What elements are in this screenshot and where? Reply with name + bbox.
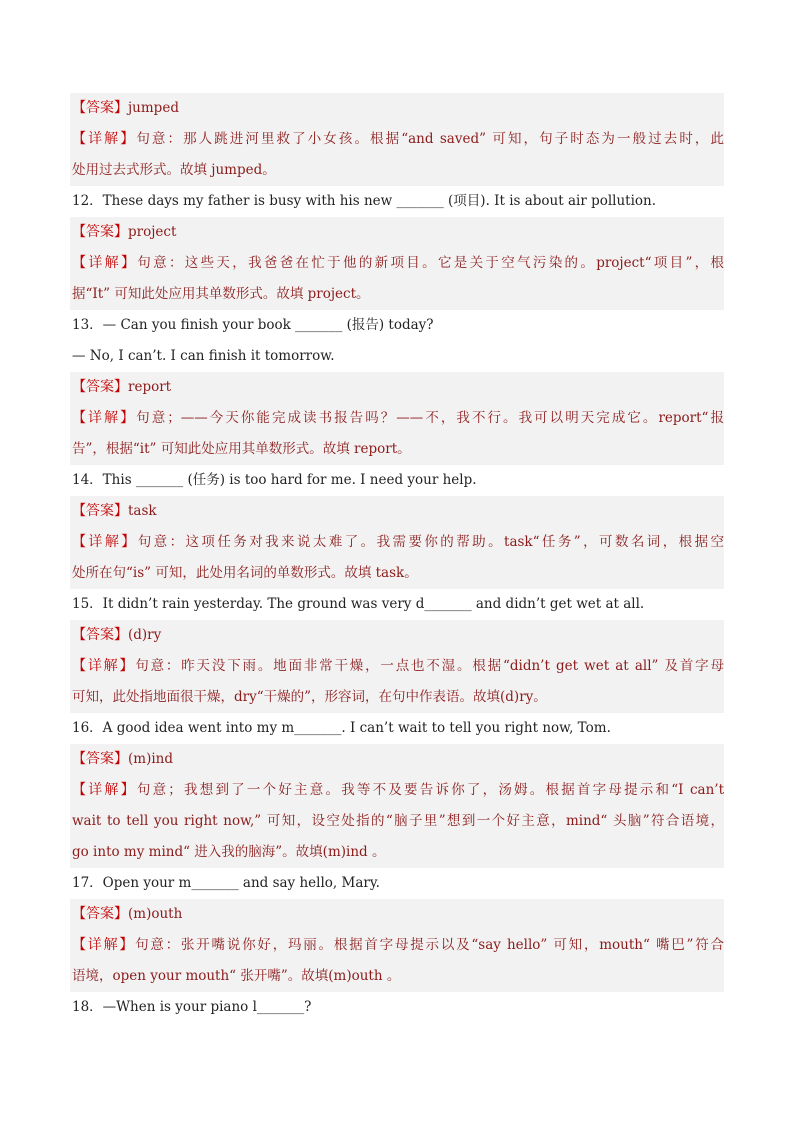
explanation-line [70, 837, 724, 868]
question-item [70, 713, 724, 868]
answer-text: task [128, 503, 157, 519]
explanation-text: 句意：这项任务对我来说太难了。我需要你的帮助。task“任务”，可数名词，根据空 [137, 534, 724, 550]
explanation-line [70, 434, 724, 465]
explanation-line [70, 558, 724, 589]
explanation-line [70, 651, 724, 682]
question-text: — No, I can’t. I can finish it tomorrow. [72, 348, 335, 364]
explanation-text: 句意：那人跳进河里救了小女孩。根据“and saved” 可知，句子时态为一般过去时，此 [136, 131, 724, 147]
explanation-text: 句意：昨天没下雨。地面非常干燥，一点也不湿。根据“didn’t get wet at all” 及首字母 [135, 658, 724, 674]
question-text: 12．These days my father is busy with his new _______ (项目). It is about air pollution. [72, 193, 657, 209]
explanation-line [70, 403, 724, 434]
explanation-line [70, 527, 724, 558]
explanation-text: 句意；——今天你能完成读书报告吗？——不，我不行。我可以明天完成它。report“报 [136, 410, 724, 426]
question-item [70, 992, 724, 1023]
question-text: 13．— Can you finish your book _______ (报告) today? [72, 317, 434, 333]
explanation-line [70, 806, 724, 837]
answer-text: report [128, 379, 172, 395]
explanation-line [70, 961, 724, 992]
explanation-text: go into my mind“ 进入我的脑海”。故填(m)ind 。 [72, 844, 386, 860]
answer-line [70, 496, 724, 527]
answer-tag: 【答案】 [72, 100, 128, 116]
answer-text: (d)ry [128, 627, 162, 643]
question-text: 17．Open your m_______ and say hello, Mary. [72, 875, 380, 891]
explanation-text: 句意：张开嘴说你好，玛丽。根据首字母提示以及“say hello” 可知，mouth“ 嘴巴”符合 [135, 937, 724, 953]
explanation-tag: 【详解】 [72, 410, 137, 426]
explanation-tag: 【详解】 [72, 782, 137, 798]
explanation-tag: 【详解】 [72, 658, 136, 674]
answer-line [70, 899, 724, 930]
explanation-text: 语境，open your mouth“ 张开嘴”。故填(m)outh 。 [72, 968, 401, 984]
answer-line [70, 620, 724, 651]
answer-tag: 【答案】 [72, 751, 128, 767]
explanation-text: 句意；我想到了一个好主意。我等不及要告诉你了，汤姆。根据首字母提示和“I can’t [136, 782, 724, 798]
explanation-line [70, 279, 724, 310]
explanation-text: 据“It” 可知此处应用其单数形式。故填 project。 [72, 286, 370, 302]
explanation-tag: 【详解】 [72, 131, 137, 147]
answer-text: project [128, 224, 177, 240]
question-text: 15．It didn’t rain yesterday. The ground was very d_______ and didn’t get wet at all. [72, 596, 645, 612]
explanation-line [70, 775, 724, 806]
explanation-text: 可知，此处指地面很干燥，dry“干燥的”，形容词，在句中作表语。故填(d)ry。 [72, 689, 547, 705]
explanation-tag: 【详解】 [72, 937, 136, 953]
explanation-line [70, 155, 724, 186]
question-text: 14．This _______ (任务) is too hard for me. I need your help. [72, 472, 477, 488]
explanation-line [70, 248, 724, 279]
answer-text: (m)ind [128, 751, 173, 767]
question-list [70, 93, 724, 1023]
answer-line [70, 744, 724, 775]
answer-text: jumped [128, 100, 179, 116]
explanation-text: 告”，根据“it” 可知此处应用其单数形式。故填 report。 [72, 441, 411, 457]
answer-text: (m)outh [128, 906, 183, 922]
explanation-tag: 【详解】 [72, 255, 138, 271]
answer-line [70, 217, 724, 248]
explanation-text: 句意：这些天，我爸爸在忙于他的新项目。它是关于空气污染的。project“项目”，根 [137, 255, 724, 271]
question-text: 16．A good idea went into my m_______. I can’t wait to tell you right now, Tom. [72, 720, 611, 736]
answer-tag: 【答案】 [72, 379, 128, 395]
question-item [70, 186, 724, 310]
answer-tag: 【答案】 [72, 224, 128, 240]
question-item [70, 868, 724, 992]
question-item [70, 310, 724, 465]
explanation-text: wait to tell you right now,” 可知，设空处指的“脑子里”想到一个好主意，mind“ 头脑”符合语境， [72, 813, 724, 829]
question-item [70, 93, 724, 186]
explanation-text: 处所在句“is” 可知，此处用名词的单数形式。故填 task。 [72, 565, 418, 581]
answer-tag: 【答案】 [72, 627, 128, 643]
answer-tag: 【答案】 [72, 906, 128, 922]
explanation-line [70, 124, 724, 155]
explanation-tag: 【详解】 [72, 534, 138, 550]
answer-line [70, 372, 724, 403]
explanation-text: 处用过去式形式。故填 jumped。 [72, 162, 276, 178]
answer-tag: 【答案】 [72, 503, 128, 519]
question-item [70, 465, 724, 589]
question-text: 18．—When is your piano l_______? [72, 999, 312, 1015]
explanation-line [70, 930, 724, 961]
answer-line [70, 93, 724, 124]
explanation-line [70, 682, 724, 713]
question-item [70, 589, 724, 713]
